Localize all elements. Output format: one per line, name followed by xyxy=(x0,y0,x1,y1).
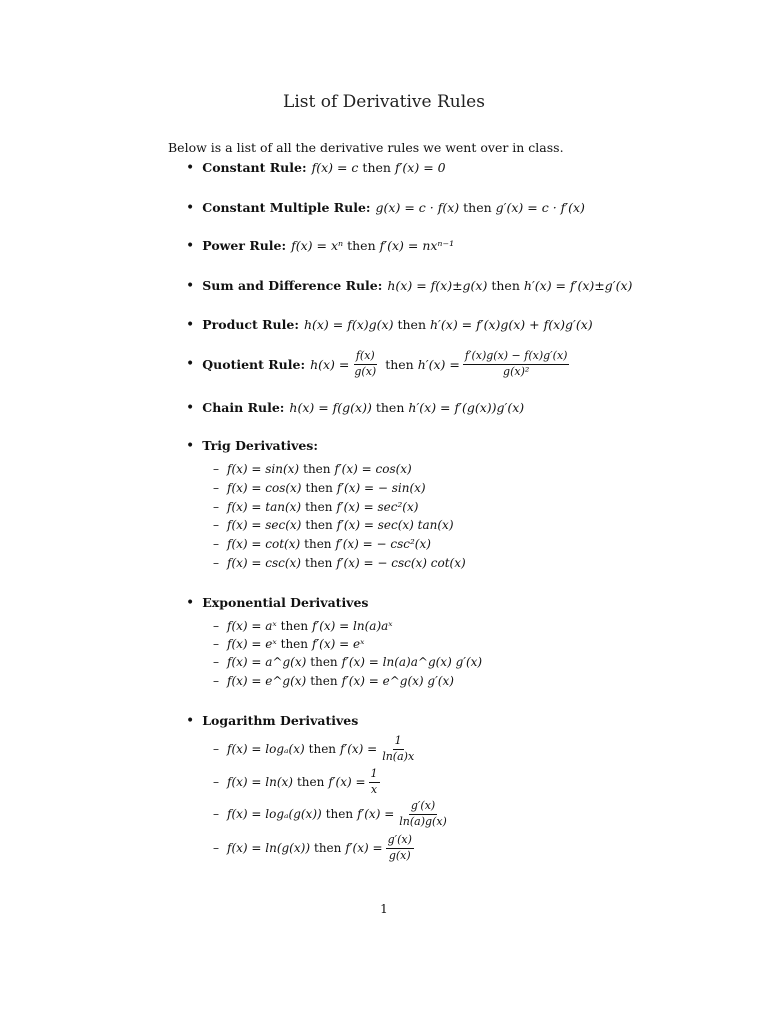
trig-item: – f(x) = csc(x) then f′(x) = − csc(x) cot(x) xyxy=(213,556,466,570)
log-fraction: $\frac{g'(x)}{g(x)}$ xyxy=(387,833,412,862)
log-item: – f(x) = ln(x) then f′(x) = $\frac{1}{x}$ xyxy=(213,767,378,796)
exp-item: – f(x) = e^g(x) then f′(x) = e^g(x) g′(x) xyxy=(213,674,454,688)
log-fraction: $\frac{1}{\ln(a)x}$ xyxy=(382,734,415,763)
rule-constant-multiple: • Constant Multiple Rule: g(x) = c · f(x) then g′(x) = c · f′(x) xyxy=(186,199,585,216)
log-item: – f(x) = logₐ(g(x)) then f′(x) = $\frac{g'(x)}{\ln(a)g(x)}$ xyxy=(213,799,447,828)
section-logarithm: • Logarithm Derivatives xyxy=(186,712,359,729)
section-exponential: • Exponential Derivatives xyxy=(186,594,369,611)
rule-chain: • Chain Rule: h(x) = f(g(x)) then h′(x) = f′(g(x))g′(x) xyxy=(186,399,525,416)
rule-power: • Power Rule: f(x) = xⁿ then f′(x) = nxⁿ⁻¹ xyxy=(186,237,455,254)
exp-item: – f(x) = eˣ then f′(x) = eˣ xyxy=(213,637,365,651)
page-number: 1 xyxy=(380,902,388,916)
trig-item: – f(x) = tan(x) then f′(x) = sec²(x) xyxy=(213,500,419,514)
log-item: – f(x) = ln(g(x)) then f′(x) = $\frac{g'(x)}{g(x)}$ xyxy=(213,833,412,862)
rule-product: • Product Rule: h(x) = f(x)g(x) then h′(x) = f′(x)g(x) + f(x)g′(x) xyxy=(186,316,593,333)
section-trig: • Trig Derivatives: xyxy=(186,437,318,454)
exp-item: – f(x) = a^g(x) then f′(x) = ln(a)a^g(x) g′(x) xyxy=(213,655,483,669)
exp-item: – f(x) = aˣ then f′(x) = ln(a)aˣ xyxy=(213,619,393,633)
log-item: – f(x) = logₐ(x) then f′(x) = $\frac{1}{\ln(a)x}$ xyxy=(213,734,415,763)
rule-sum-difference: • Sum and Difference Rule: h(x) = f(x)±g(x) then h′(x) = f′(x)±g′(x) xyxy=(186,277,633,294)
intro-text: Below is a list of all the derivative rules we went over in class. xyxy=(168,140,564,155)
trig-item: – f(x) = sec(x) then f′(x) = sec(x) tan(x) xyxy=(213,518,454,532)
quotient-fraction-1: $\frac{f(x)}{g(x)}$ xyxy=(354,349,377,378)
log-fraction: $\frac{g'(x)}{\ln(a)g(x)}$ xyxy=(399,799,447,828)
rule-constant: • Constant Rule: f(x) = c then f′(x) = 0 xyxy=(186,159,446,176)
quotient-fraction-2: $\frac{f'(x)g(x) - f(x)g'(x)}{\text{g(x)²}}$ xyxy=(464,349,568,378)
page-title: List of Derivative Rules xyxy=(283,92,485,112)
rule-quotient: • Quotient Rule: h(x) = $\frac{f(x)}{g(x)}$ then h′(x) = $\frac{f'(x)g(x) - f(x)g'(x)}{\text{g(x)²}}$ xyxy=(186,349,568,378)
trig-item: – f(x) = sin(x) then f′(x) = cos(x) xyxy=(213,462,412,476)
trig-item: – f(x) = cos(x) then f′(x) = − sin(x) xyxy=(213,481,426,495)
trig-item: – f(x) = cot(x) then f′(x) = − csc²(x) xyxy=(213,537,431,551)
log-fraction: $\frac{1}{x}$ xyxy=(370,767,378,796)
